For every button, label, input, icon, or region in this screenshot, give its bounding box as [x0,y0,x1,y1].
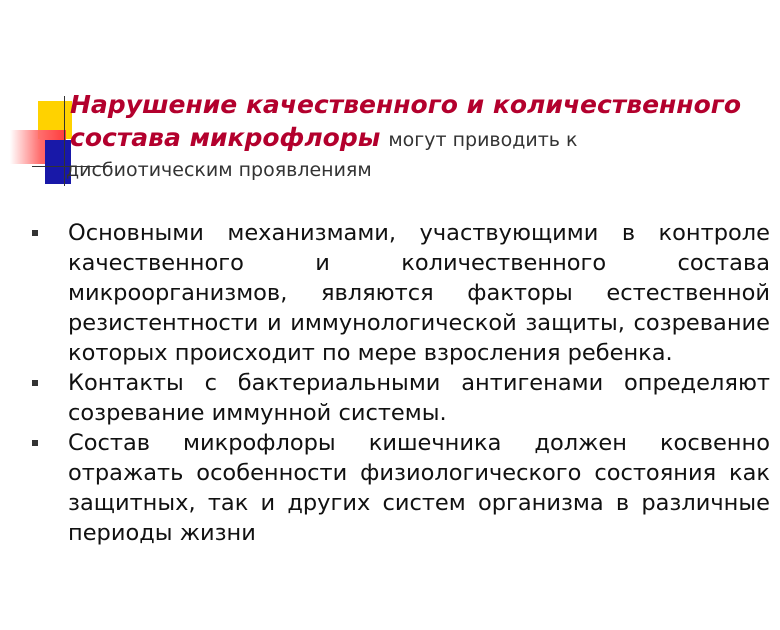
bullet-text: Состав микрофлоры кишечника должен косвенно отражать особенности физиологического состояния как защитных, так и других систем организма в различные периоды жизни [68,430,770,546]
bullet-list [32,218,770,548]
slide-title [70,88,770,157]
bullet-item [32,218,770,368]
title-rest: могут приводить к [388,129,578,151]
bullet-item [32,368,770,428]
bullet-marker-icon [32,380,38,386]
bullet-text: Контакты с бактериальными антигенами определяют созревание иммунной системы. [68,370,770,426]
bullet-marker-icon [32,440,38,446]
bullet-text: Основными механизмами, участвующими в контроле качественного и количественного состава микроорганизмов, являются факторы естественной резистентности и иммунологической защиты, созревание которых происходит по мере взросления ребенка. [68,220,770,366]
bullet-marker-icon [32,230,38,236]
slide-subtitle: дисбиотическим проявлениям [66,159,372,181]
title-emphasis: Нарушение качественного и количественного состава микрофлоры [70,90,741,152]
decor-vertical-line [64,96,65,186]
bullet-item [32,428,770,548]
